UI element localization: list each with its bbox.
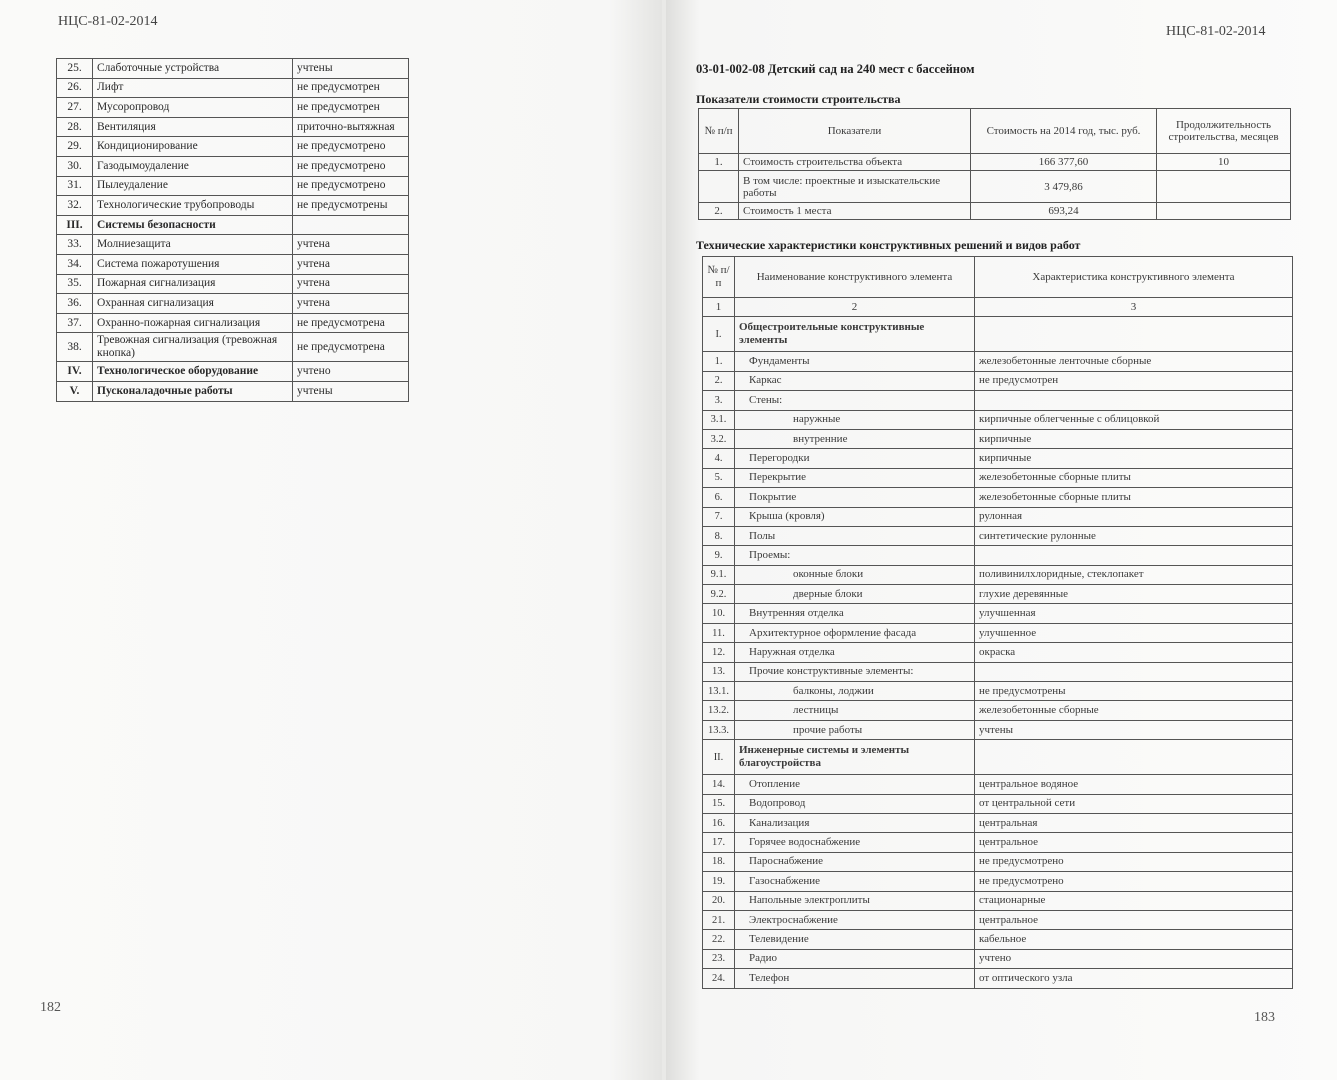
row-number: 1. bbox=[703, 352, 735, 371]
table-row bbox=[57, 98, 409, 118]
row-name: Каркас bbox=[735, 371, 975, 390]
row-value: стационарные bbox=[975, 891, 1293, 910]
row-number: 33. bbox=[57, 235, 93, 255]
row-value: окраска bbox=[975, 643, 1293, 662]
column-number: 3 bbox=[975, 298, 1293, 317]
column-header: Наименование конструктивного элемента bbox=[735, 257, 975, 298]
column-header: Продолжительность строительства, месяцев bbox=[1157, 109, 1291, 154]
table-row bbox=[703, 969, 1293, 988]
row-number: 3.1. bbox=[703, 410, 735, 429]
row-number: 34. bbox=[57, 254, 93, 274]
column-number-row bbox=[703, 298, 1293, 317]
row-value bbox=[293, 215, 409, 235]
row-number: 36. bbox=[57, 294, 93, 314]
table-row bbox=[57, 156, 409, 176]
row-value: железобетонные ленточные сборные bbox=[975, 352, 1293, 371]
row-number: 2. bbox=[699, 203, 739, 220]
row-name: Прочие конструктивные элементы: bbox=[735, 662, 975, 681]
row-name: оконные блоки bbox=[735, 565, 975, 584]
table-row bbox=[703, 720, 1293, 739]
row-name: Напольные электроплиты bbox=[735, 891, 975, 910]
page-number: 182 bbox=[40, 1000, 61, 1015]
row-name: наружные bbox=[735, 410, 975, 429]
row-value: учтено bbox=[975, 949, 1293, 968]
column-header: Стоимость на 2014 год, тыс. руб. bbox=[971, 109, 1157, 154]
row-value: 693,24 bbox=[971, 203, 1157, 220]
row-value: учтена bbox=[293, 274, 409, 294]
row-name: Пароснабжение bbox=[735, 852, 975, 871]
row-value: не предусмотрено bbox=[293, 156, 409, 176]
row-number: 30. bbox=[57, 156, 93, 176]
table-row bbox=[699, 203, 1291, 220]
row-number: 13. bbox=[703, 662, 735, 681]
table-row bbox=[703, 662, 1293, 681]
row-number: 22. bbox=[703, 930, 735, 949]
row-name: Газоснабжение bbox=[735, 872, 975, 891]
column-number: 1 bbox=[703, 298, 735, 317]
row-number: 19. bbox=[703, 872, 735, 891]
row-number: 18. bbox=[703, 852, 735, 871]
row-value: улучшенная bbox=[975, 604, 1293, 623]
row-number: 28. bbox=[57, 117, 93, 137]
table-row bbox=[703, 930, 1293, 949]
row-value: глухие деревянные bbox=[975, 585, 1293, 604]
row-value: кирпичные bbox=[975, 429, 1293, 448]
table-row bbox=[57, 215, 409, 235]
left-page bbox=[0, 0, 662, 1080]
row-number: 23. bbox=[703, 949, 735, 968]
cost-table bbox=[698, 108, 1291, 220]
table-row bbox=[57, 362, 409, 382]
table-row bbox=[703, 468, 1293, 487]
table-row bbox=[703, 604, 1293, 623]
row-value: рулонная bbox=[975, 507, 1293, 526]
row-name: Слаботочные устройства bbox=[93, 59, 293, 79]
row-number: 11. bbox=[703, 623, 735, 642]
row-name: Охранно-пожарная сигнализация bbox=[93, 313, 293, 333]
row-number: IV. bbox=[57, 362, 93, 382]
row-name: Общестроительные конструктивные элементы bbox=[735, 317, 975, 352]
header-row bbox=[699, 109, 1291, 154]
row-number: 12. bbox=[703, 643, 735, 662]
row-value: от центральной сети bbox=[975, 794, 1293, 813]
row-value: не предусмотрено bbox=[975, 872, 1293, 891]
row-number: 6. bbox=[703, 488, 735, 507]
row-number: 16. bbox=[703, 813, 735, 832]
row-value: центральное водяное bbox=[975, 775, 1293, 794]
table-row bbox=[703, 740, 1293, 775]
right-page bbox=[666, 0, 1337, 1080]
table-row bbox=[703, 317, 1293, 352]
row-number: 9. bbox=[703, 546, 735, 565]
table-row bbox=[703, 813, 1293, 832]
row-value: центральное bbox=[975, 833, 1293, 852]
row-number: 4. bbox=[703, 449, 735, 468]
table-row bbox=[57, 254, 409, 274]
row-number: 20. bbox=[703, 891, 735, 910]
row-name: Водопровод bbox=[735, 794, 975, 813]
row-name: Стоимость 1 места bbox=[739, 203, 971, 220]
row-value bbox=[975, 662, 1293, 681]
row-value: не предусмотрен bbox=[293, 78, 409, 98]
row-name: Пожарная сигнализация bbox=[93, 274, 293, 294]
cost-heading: Показатели стоимости строительства bbox=[696, 92, 901, 106]
row-name: Системы безопасности bbox=[93, 215, 293, 235]
row-name: Мусоропровод bbox=[93, 98, 293, 118]
row-number: 27. bbox=[57, 98, 93, 118]
row-number: 2. bbox=[703, 371, 735, 390]
column-header: № п/п bbox=[699, 109, 739, 154]
table-row bbox=[703, 526, 1293, 545]
row-name: балконы, лоджии bbox=[735, 682, 975, 701]
row-duration bbox=[1157, 171, 1291, 203]
row-value: кабельное bbox=[975, 930, 1293, 949]
row-value: синтетические рулонные bbox=[975, 526, 1293, 545]
table-row bbox=[703, 949, 1293, 968]
row-name: Молниезащита bbox=[93, 235, 293, 255]
row-name: прочие работы bbox=[735, 720, 975, 739]
row-number: 3. bbox=[703, 391, 735, 410]
header-row bbox=[703, 257, 1293, 298]
column-header: Показатели bbox=[739, 109, 971, 154]
table-row bbox=[57, 117, 409, 137]
row-value: не предусмотрены bbox=[975, 682, 1293, 701]
row-value: кирпичные облегченные с облицовкой bbox=[975, 410, 1293, 429]
tech-heading: Технические характеристики конструктивных решений и видов работ bbox=[696, 238, 1081, 252]
table-row bbox=[703, 546, 1293, 565]
table-row bbox=[703, 682, 1293, 701]
table-row bbox=[703, 872, 1293, 891]
row-value: кирпичные bbox=[975, 449, 1293, 468]
row-number: 13.2. bbox=[703, 701, 735, 720]
row-value: учтены bbox=[293, 59, 409, 79]
row-name: Пылеудаление bbox=[93, 176, 293, 196]
row-value: учтена bbox=[293, 235, 409, 255]
table-row bbox=[57, 294, 409, 314]
row-name: Полы bbox=[735, 526, 975, 545]
row-name: Крыша (кровля) bbox=[735, 507, 975, 526]
row-value: поливинилхлоридные, стеклопакет bbox=[975, 565, 1293, 584]
row-number: III. bbox=[57, 215, 93, 235]
row-value: железобетонные сборные bbox=[975, 701, 1293, 720]
row-name: Кондиционирование bbox=[93, 137, 293, 157]
table-row bbox=[57, 196, 409, 216]
row-number: 21. bbox=[703, 910, 735, 929]
row-number: V. bbox=[57, 381, 93, 401]
table-row bbox=[703, 391, 1293, 410]
row-name: Технологические трубопроводы bbox=[93, 196, 293, 216]
row-number: 14. bbox=[703, 775, 735, 794]
row-number: 25. bbox=[57, 59, 93, 79]
row-name: Горячее водоснабжение bbox=[735, 833, 975, 852]
table-row bbox=[699, 171, 1291, 203]
row-name: Пусконаладочные работы bbox=[93, 381, 293, 401]
row-name: Электроснабжение bbox=[735, 910, 975, 929]
row-number: 17. bbox=[703, 833, 735, 852]
table-row bbox=[703, 623, 1293, 642]
page-number: 183 bbox=[1254, 1010, 1275, 1025]
row-value: улучшенное bbox=[975, 623, 1293, 642]
table-row bbox=[703, 410, 1293, 429]
table-row bbox=[703, 833, 1293, 852]
row-value: приточно-вытяжная bbox=[293, 117, 409, 137]
row-number: II. bbox=[703, 740, 735, 775]
row-number: 13.1. bbox=[703, 682, 735, 701]
running-title: НЦС-81-02-2014 bbox=[58, 14, 158, 29]
systems-table bbox=[56, 58, 409, 402]
row-number: 38. bbox=[57, 333, 93, 362]
row-value: учтена bbox=[293, 294, 409, 314]
table-row bbox=[703, 852, 1293, 871]
tech-table bbox=[702, 256, 1293, 989]
row-value: не предусмотрен bbox=[293, 98, 409, 118]
row-value: не предусмотрены bbox=[293, 196, 409, 216]
row-name: Канализация bbox=[735, 813, 975, 832]
row-name: Стоимость строительства объекта bbox=[739, 154, 971, 171]
row-name: Стены: bbox=[735, 391, 975, 410]
row-number: 3.2. bbox=[703, 429, 735, 448]
table-row bbox=[703, 701, 1293, 720]
table-row bbox=[703, 910, 1293, 929]
row-name: Тревожная сигнализация (тревожная кнопка) bbox=[93, 333, 293, 362]
row-number: 5. bbox=[703, 468, 735, 487]
row-duration: 10 bbox=[1157, 154, 1291, 171]
row-number bbox=[699, 171, 739, 203]
row-name: Архитектурное оформление фасада bbox=[735, 623, 975, 642]
row-value bbox=[975, 317, 1293, 352]
row-number: 37. bbox=[57, 313, 93, 333]
table-row bbox=[703, 891, 1293, 910]
table-row bbox=[57, 381, 409, 401]
row-value: не предусмотрена bbox=[293, 333, 409, 362]
row-name: Радио bbox=[735, 949, 975, 968]
row-name: Отопление bbox=[735, 775, 975, 794]
table-row bbox=[57, 333, 409, 362]
row-value: не предусмотрено bbox=[975, 852, 1293, 871]
table-row bbox=[703, 488, 1293, 507]
row-value: железобетонные сборные плиты bbox=[975, 488, 1293, 507]
row-name: Внутренняя отделка bbox=[735, 604, 975, 623]
row-number: 24. bbox=[703, 969, 735, 988]
row-number: 35. bbox=[57, 274, 93, 294]
row-name: Проемы: bbox=[735, 546, 975, 565]
row-number: 31. bbox=[57, 176, 93, 196]
column-number: 2 bbox=[735, 298, 975, 317]
table-row bbox=[703, 352, 1293, 371]
row-value: не предусмотрено bbox=[293, 137, 409, 157]
row-name: Перекрытие bbox=[735, 468, 975, 487]
row-name: В том числе: проектные и изыскательские работы bbox=[739, 171, 971, 203]
row-number: 1. bbox=[699, 154, 739, 171]
row-number: 26. bbox=[57, 78, 93, 98]
running-title: НЦС-81-02-2014 bbox=[1166, 24, 1266, 39]
row-name: Газодымоудаление bbox=[93, 156, 293, 176]
row-value: 3 479,86 bbox=[971, 171, 1157, 203]
table-row bbox=[699, 154, 1291, 171]
row-number: 13.3. bbox=[703, 720, 735, 739]
row-value: 166 377,60 bbox=[971, 154, 1157, 171]
row-value bbox=[975, 391, 1293, 410]
row-name: Система пожаротушения bbox=[93, 254, 293, 274]
table-row bbox=[57, 78, 409, 98]
row-number: 10. bbox=[703, 604, 735, 623]
row-name: Наружная отделка bbox=[735, 643, 975, 662]
row-number: I. bbox=[703, 317, 735, 352]
row-value: учтено bbox=[293, 362, 409, 382]
row-name: Вентиляция bbox=[93, 117, 293, 137]
row-duration bbox=[1157, 203, 1291, 220]
row-value: центральное bbox=[975, 910, 1293, 929]
row-name: Технологическое оборудование bbox=[93, 362, 293, 382]
table-row bbox=[703, 643, 1293, 662]
row-name: Телефон bbox=[735, 969, 975, 988]
table-row bbox=[703, 371, 1293, 390]
row-value bbox=[975, 740, 1293, 775]
row-value: учтены bbox=[293, 381, 409, 401]
row-number: 9.1. bbox=[703, 565, 735, 584]
row-number: 8. bbox=[703, 526, 735, 545]
table-row bbox=[703, 775, 1293, 794]
row-value: учтены bbox=[975, 720, 1293, 739]
row-value: учтена bbox=[293, 254, 409, 274]
table-row bbox=[57, 274, 409, 294]
table-row bbox=[703, 449, 1293, 468]
table-row bbox=[57, 235, 409, 255]
table-row bbox=[57, 137, 409, 157]
table-row bbox=[57, 59, 409, 79]
table-row bbox=[703, 794, 1293, 813]
object-code-title: 03-01-002-08 Детский сад на 240 мест с бассейном bbox=[696, 62, 975, 76]
row-value: от оптического узла bbox=[975, 969, 1293, 988]
row-name: Покрытие bbox=[735, 488, 975, 507]
row-number: 29. bbox=[57, 137, 93, 157]
row-name: Телевидение bbox=[735, 930, 975, 949]
column-header: № п/п bbox=[703, 257, 735, 298]
row-value: не предусмотрена bbox=[293, 313, 409, 333]
row-name: Охранная сигнализация bbox=[93, 294, 293, 314]
row-number: 7. bbox=[703, 507, 735, 526]
table-row bbox=[703, 565, 1293, 584]
row-name: Перегородки bbox=[735, 449, 975, 468]
row-name: Фундаменты bbox=[735, 352, 975, 371]
row-name: Инженерные системы и элементы благоустройства bbox=[735, 740, 975, 775]
row-value bbox=[975, 546, 1293, 565]
table-row bbox=[703, 585, 1293, 604]
row-name: дверные блоки bbox=[735, 585, 975, 604]
row-name: Лифт bbox=[93, 78, 293, 98]
row-value: не предусмотрен bbox=[975, 371, 1293, 390]
row-number: 15. bbox=[703, 794, 735, 813]
row-number: 9.2. bbox=[703, 585, 735, 604]
table-row bbox=[703, 429, 1293, 448]
row-name: лестницы bbox=[735, 701, 975, 720]
table-row bbox=[57, 313, 409, 333]
row-value: железобетонные сборные плиты bbox=[975, 468, 1293, 487]
table-row bbox=[57, 176, 409, 196]
row-number: 32. bbox=[57, 196, 93, 216]
row-name: внутренние bbox=[735, 429, 975, 448]
table-row bbox=[703, 507, 1293, 526]
row-value: центральная bbox=[975, 813, 1293, 832]
column-header: Характеристика конструктивного элемента bbox=[975, 257, 1293, 298]
row-value: не предусмотрено bbox=[293, 176, 409, 196]
